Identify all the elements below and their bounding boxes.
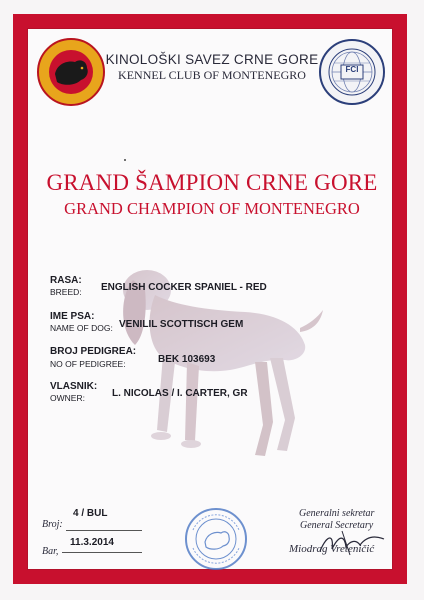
owner-label: VLASNIK: <box>50 381 98 392</box>
secretary-title-english: General Secretary <box>300 520 374 531</box>
number-label: Broj: <box>42 519 63 530</box>
dog-name-label: IME PSA: <box>50 311 95 322</box>
breed-label: RASA: <box>50 275 82 286</box>
secretary-title: Generalni sekretar <box>299 508 375 519</box>
certificate-subtitle: GRAND CHAMPION OF MONTENEGRO <box>64 199 360 218</box>
number-line <box>66 530 142 531</box>
number-value: 4 / BUL <box>73 508 108 519</box>
date-line <box>62 552 142 553</box>
breed-value: ENGLISH COCKER SPANIEL - RED <box>101 282 267 293</box>
date-value: 11.3.2014 <box>70 537 114 548</box>
owner-sublabel: OWNER: <box>50 393 85 403</box>
owner-value: L. NICOLAS / I. CARTER, GR <box>112 388 248 399</box>
blue-stamp <box>183 506 249 572</box>
pedigree-sublabel: NO OF PEDIGREE: <box>50 359 126 369</box>
dog-name-sublabel: NAME OF DOG: <box>50 323 113 333</box>
secretary-name: Miodrag Vreteničić <box>289 543 375 555</box>
dog-name-value: VENILIL SCOTTISCH GEM <box>119 319 244 330</box>
certificate-title: GRAND ŠAMPION CRNE GORE <box>46 170 378 195</box>
speck <box>124 159 126 161</box>
place-label: Bar, <box>42 546 59 557</box>
fci-abbr: FCI <box>345 65 359 74</box>
org-name: KINOLOŠKI SAVEZ CRNE GORE <box>105 52 319 67</box>
pedigree-value: BEK 103693 <box>158 354 216 365</box>
org-name-english: KENNEL CLUB OF MONTENEGRO <box>118 68 306 82</box>
breed-sublabel: BREED: <box>50 287 82 297</box>
pedigree-label: BROJ PEDIGREA: <box>50 346 137 357</box>
